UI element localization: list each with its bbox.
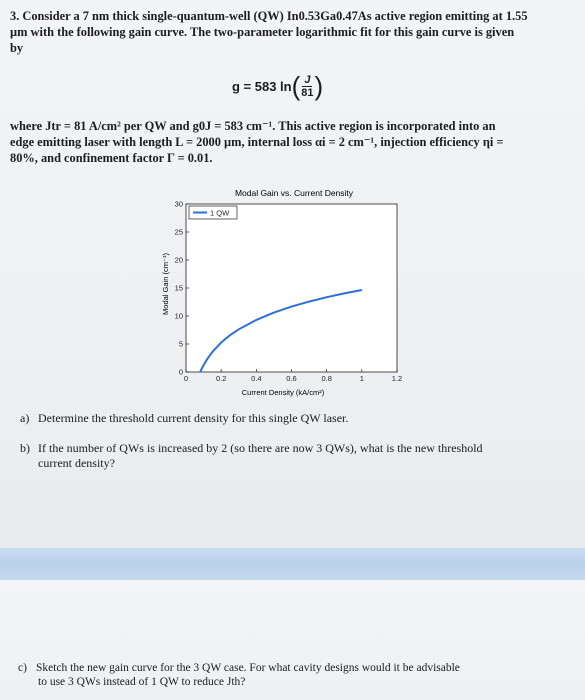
x-tick-label: 0.6 bbox=[286, 374, 297, 383]
question-text: Sketch the new gain curve for the 3 QW case. For what cavity designs would it be advisable bbox=[36, 662, 460, 674]
intro-line: 3. Consider a 7 nm thick single-quantum-well (QW) In0.53Ga0.47As active region emitting at 1.55 bbox=[10, 9, 528, 23]
question-label: b) bbox=[20, 441, 30, 455]
chart-xlabel: Current Density (kA/cm²) bbox=[241, 388, 325, 397]
intro-line: by bbox=[10, 41, 24, 55]
question-text: to use 3 QWs instead of 1 QW to reduce Jth? bbox=[38, 676, 246, 688]
right-paren: ) bbox=[314, 71, 324, 101]
y-tick-label: 30 bbox=[174, 199, 183, 209]
x-tick-label: 0.2 bbox=[215, 374, 227, 383]
question-a bbox=[20, 411, 570, 426]
left-paren: ( bbox=[291, 71, 301, 101]
param-line: edge emitting laser with length L = 2000 µm, internal loss αi = 2 cm⁻¹, injection efficiency ηi = bbox=[10, 135, 504, 149]
legend-label: 1 QW bbox=[210, 208, 230, 218]
param-line: where Jtr = 81 A/cm² per QW and g0J = 583 cm⁻¹. This active region is incorporated into an bbox=[10, 119, 496, 133]
y-tick-label: 15 bbox=[174, 283, 183, 293]
question-b bbox=[20, 441, 570, 471]
question-label: a) bbox=[20, 411, 30, 425]
question-label: c) bbox=[18, 662, 27, 674]
question-c bbox=[18, 661, 568, 689]
y-tick-label: 0 bbox=[178, 367, 183, 377]
question-text: current density? bbox=[38, 456, 115, 470]
problem-intro bbox=[10, 8, 576, 56]
x-tick-label: 1 bbox=[359, 374, 364, 383]
y-tick-label: 25 bbox=[174, 227, 183, 237]
chart-title: Modal Gain vs. Current Density bbox=[234, 188, 354, 198]
problem-parameters bbox=[10, 118, 576, 166]
fraction-numerator: J bbox=[304, 73, 311, 86]
gain-equation bbox=[232, 70, 362, 102]
gain-chart bbox=[0, 182, 585, 402]
equation-lhs: g = 583 ln bbox=[232, 78, 292, 94]
x-tick-label: 0.8 bbox=[321, 374, 332, 383]
intro-line: µm with the following gain curve. The two-parameter logarithmic fit for this gain curve is given bbox=[10, 25, 515, 39]
y-tick-label: 20 bbox=[174, 255, 183, 265]
param-line: 80%, and confinement factor Γ = 0.01. bbox=[10, 151, 213, 165]
y-tick-label: 5 bbox=[178, 339, 183, 349]
y-tick-label: 10 bbox=[174, 311, 183, 321]
question-text: Determine the threshold current density for this single QW laser. bbox=[38, 411, 349, 425]
chart-ylabel: Modal Gain (cm⁻¹) bbox=[161, 253, 170, 315]
equation-fraction bbox=[301, 74, 313, 99]
x-tick-label: 0.4 bbox=[251, 374, 262, 383]
x-tick-label: 0 bbox=[183, 374, 189, 383]
fraction-denominator: 81 bbox=[301, 86, 314, 99]
section-divider bbox=[0, 548, 585, 580]
x-tick-label: 1.2 bbox=[391, 374, 403, 383]
question-text: If the number of QWs is increased by 2 (so there are now 3 QWs), what is the new threshold bbox=[38, 441, 483, 455]
